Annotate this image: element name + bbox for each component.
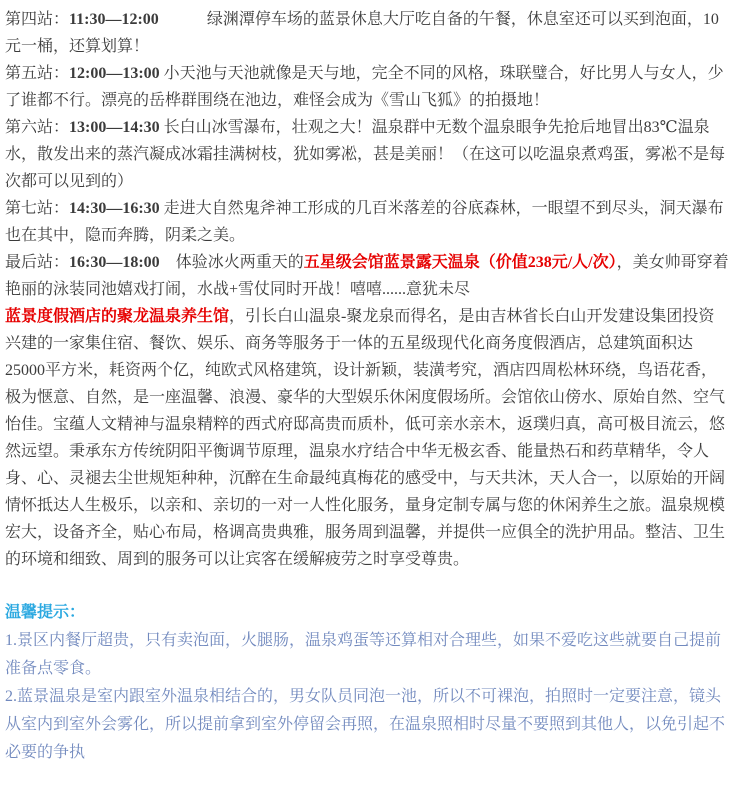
tip-item-2: 2.蓝景温泉是室内跟室外温泉相结合的，男女队员同泡一池，所以不可裸泡，拍照时一定要注意，镜头从室内到室外会雾化，所以提前拿到室外停留会再照，在温泉照相时尽量不要照到其他人，以免引起不必要的争执	[5, 688, 726, 761]
station-time: 14:30—16:30	[69, 200, 160, 217]
station-paragraph-last	[5, 249, 730, 303]
station-label: 第四站：	[5, 11, 70, 28]
station-text: 绿渊潭停车场的蓝景休息大厅吃自备的午餐，休息室还可以买到泡面，10元一桶，还算划算！	[5, 11, 719, 55]
station-label: 第五站：	[5, 65, 70, 82]
station-label: 最后站：	[5, 254, 70, 271]
station-paragraph-6	[5, 114, 730, 195]
station-gap	[160, 254, 176, 271]
hotel-description-paragraph	[5, 303, 730, 573]
tips-header: 温馨提示：	[5, 604, 86, 621]
station-time: 11:30—12:00	[69, 11, 159, 28]
station-text-post: ，美女帅哥穿着艳丽的泳装同池嬉戏打闹，水战+雪仗同时开战！嘻嘻......意犹未尽	[5, 254, 729, 298]
hotel-description-text: ，引长白山温泉-聚龙泉而得名，是由吉林省长白山开发建设集团投资兴建的一家集住宿、餐饮、娱乐、商务等服务于一体的五星级现代化商务度假酒店，总建筑面积达25000平方米，耗资两个亿，纯欧式风格建筑，设计新颖，装潢考究，酒店四周松林环绕，鸟语花香，极为惬意、自然，是一座温馨、浪漫、豪华的大型娱乐休闲度假场所。会馆依山傍水、原始自然、空气怡佳。宝蕴人文精神与温泉精粹的西式府邸高贵而质朴，低可亲水亲木，返璞归真，高可极目流云，悠然远望。秉承东方传统阴阳平衡调节原理，温泉水疗结合中华无极玄香、能量热石和药草精华，令人身、心、灵褪去尘世规矩种种，沉醉在生命最纯真梅花的感受中，与天共沐，天人合一，以原始的开阔情怀抵达人生极乐，以亲和、亲切的一对一人性化服务，量身定制专属与您的休闲养生之旅。温泉规模宏大，设备齐全，贴心布局，格调高贵典雅，服务周到温馨，并提供一应俱全的洗护用品。整洁、卫生的环境和细致、周到的服务可以让宾客在缓解疲劳之时享受尊贵。	[5, 308, 726, 568]
tip-item-1: 1.景区内餐厅超贵，只有卖泡面，火腿肠，温泉鸡蛋等还算相对合理些，如果不爱吃这些就要自己提前准备点零食。	[5, 632, 722, 677]
station-time: 12:00—13:00	[69, 65, 160, 82]
station-text-pre: 体验冰火两重天的	[175, 254, 304, 271]
station-label: 第六站：	[5, 119, 70, 136]
station-time: 13:00—14:30	[69, 119, 160, 136]
station-paragraph-5	[5, 60, 730, 114]
station-text: 走进大自然鬼斧神工形成的几百米落差的谷底森林，一眼望不到尽头，洞天瀑布也在其中，隐而奔腾，阴柔之美。	[5, 200, 724, 244]
station-time: 16:30—18:00	[69, 254, 160, 271]
station-label: 第七站：	[5, 200, 70, 217]
hotel-name-highlight: 蓝景度假酒店的聚龙温泉养生馆	[5, 308, 230, 325]
station-gap	[159, 11, 207, 28]
station-text: 小天池与天池就像是天与地，完全不同的风格，珠联璧合，好比男人与女人，少了谁都不行。漂亮的岳桦群围绕在池边，难怪会成为《雪山飞狐》的拍摄地！	[5, 65, 724, 109]
station-paragraph-4	[5, 6, 730, 60]
station-paragraph-7	[5, 195, 730, 249]
station-text: 长白山冰雪瀑布，壮观之大！温泉群中无数个温泉眼争先抢后地冒出83℃温泉水，散发出来的蒸汽凝成冰霜挂满树枝，犹如雾凇，甚是美丽！（在这可以吃温泉煮鸡蛋，雾凇不是每次都可以见到的）	[5, 119, 726, 190]
hot-spring-highlight: 五星级会馆蓝景露天温泉（价值238元/人/次）	[303, 254, 617, 271]
